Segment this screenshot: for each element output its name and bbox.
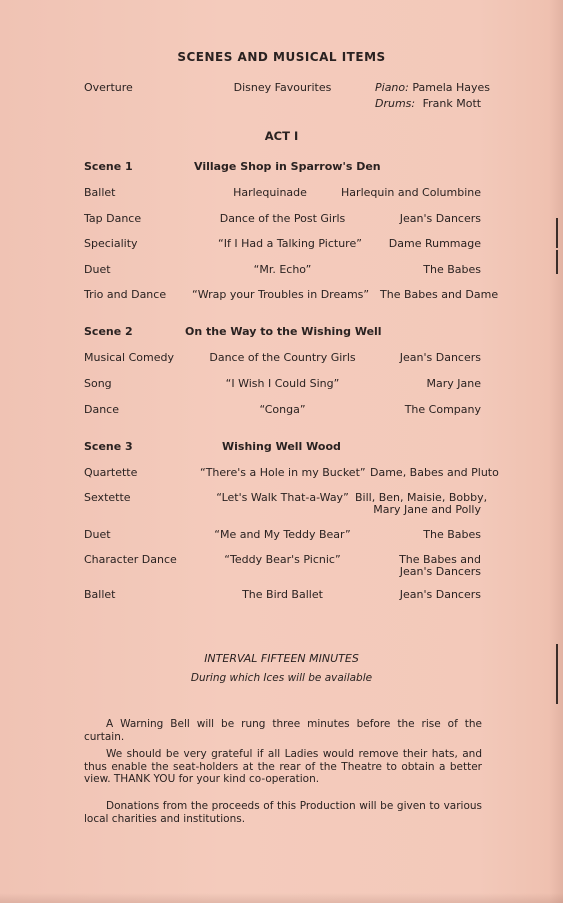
item-performers: Jean's Dancers <box>399 212 481 225</box>
binding-mark <box>556 250 558 274</box>
item-type: Trio and Dance <box>84 288 167 301</box>
notice-paragraph: A Warning Bell will be rung three minutes before the rise of the curtain. <box>84 718 482 743</box>
item-title: “Wrap your Troubles in Dreams” <box>192 288 370 301</box>
act-heading: ACT I <box>264 129 299 143</box>
item-title: “Teddy Bear's Picnic” <box>224 553 341 566</box>
binding-mark <box>556 218 558 248</box>
item-type: Quartette <box>84 466 138 479</box>
item-title: “Me and My Teddy Bear” <box>214 528 351 541</box>
interval-title: INTERVAL FIFTEEN MINUTES <box>204 652 359 665</box>
item-type: Song <box>84 377 112 390</box>
item-type: Ballet <box>84 588 116 601</box>
item-performers: Dame Rummage <box>388 237 481 250</box>
item-performers-line2: Mary Jane and Polly <box>373 503 481 516</box>
item-performers: Jean's Dancers <box>399 588 481 601</box>
item-type: Sextette <box>84 491 131 504</box>
item-title: Dance of the Post Girls <box>219 212 346 225</box>
notice-paragraph: Donations from the proceeds of this Production will be given to various local charities and institutions. <box>84 800 482 825</box>
item-performers: Jean's Dancers <box>399 351 481 364</box>
item-title: Harlequinade <box>233 186 307 199</box>
item-type: Character Dance <box>84 553 177 566</box>
item-title: “Conga” <box>259 403 306 416</box>
item-type: Dance <box>84 403 119 416</box>
page-bottom-shadow <box>0 893 563 903</box>
item-type: Duet <box>84 263 111 276</box>
item-performers-line2: Jean's Dancers <box>399 565 481 578</box>
item-performers: The Company <box>404 403 481 416</box>
scene-label: Scene 3 <box>84 440 133 453</box>
item-title: “There's a Hole in my Bucket” <box>200 466 366 479</box>
item-type: Musical Comedy <box>84 351 174 364</box>
item-performers: The Babes and Dame <box>380 288 499 301</box>
scene-title: Wishing Well Wood <box>222 440 341 453</box>
scene-title: On the Way to the Wishing Well <box>185 325 382 338</box>
item-title: The Bird Ballet <box>242 588 323 601</box>
credit-role: Piano: <box>375 81 409 94</box>
interval-note: During which Ices will be available <box>190 672 373 684</box>
item-performers: Dame, Babes and Pluto <box>370 466 499 479</box>
item-performers: Harlequin and Columbine <box>341 186 481 199</box>
item-performers: The Babes and <box>399 553 481 566</box>
credit-role: Drums: <box>375 97 416 110</box>
item-title: “I Wish I Could Sing” <box>225 377 340 390</box>
item-title: “Let's Walk That-a-Way” <box>216 491 349 504</box>
scene-label: Scene 2 <box>84 325 133 338</box>
overture-credit-drums <box>375 97 481 110</box>
item-title: “Mr. Echo” <box>253 263 312 276</box>
scene-label: Scene 1 <box>84 160 133 173</box>
item-type: Tap Dance <box>84 212 142 225</box>
item-performers: The Babes <box>423 528 481 541</box>
page-heading: SCENES AND MUSICAL ITEMS <box>177 50 386 64</box>
item-title: Dance of the Country Girls <box>209 351 356 364</box>
credit-name: Pamela Hayes <box>412 81 491 94</box>
item-type: Duet <box>84 528 111 541</box>
item-performers: Mary Jane <box>426 377 481 390</box>
overture-title: Disney Favourites <box>233 81 332 94</box>
item-performers: The Babes <box>423 263 481 276</box>
overture-credit-piano <box>375 81 490 94</box>
item-performers: Bill, Ben, Maisie, Bobby, <box>355 491 488 504</box>
credit-name: Frank Mott <box>422 97 482 110</box>
item-type: Speciality <box>84 237 138 250</box>
item-title: “If I Had a Talking Picture” <box>218 237 362 250</box>
notice-paragraph: We should be very grateful if all Ladies would remove their hats, and thus enable the seat-holders at the rear of the Theatre to obtain a better view. THANK YOU for your kind co-operation. <box>84 748 482 785</box>
scene-title: Village Shop in Sparrow's Den <box>194 160 381 173</box>
overture-label: Overture <box>84 81 133 94</box>
item-type: Ballet <box>84 186 116 199</box>
